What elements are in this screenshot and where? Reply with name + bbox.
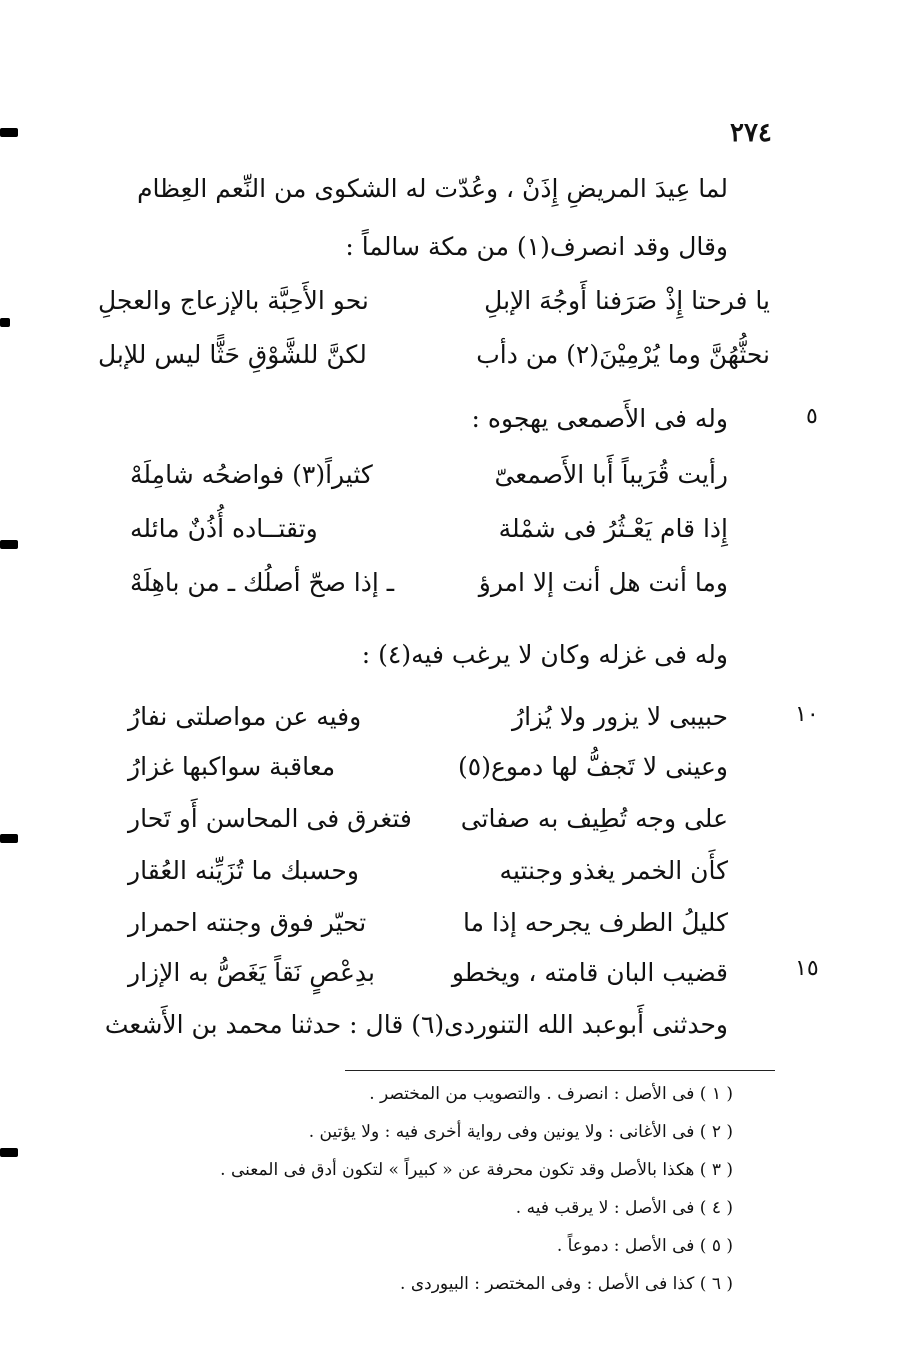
hemistich-left: بدِعْصٍ نَقاً يَغَصُّ به الإزار	[128, 958, 375, 987]
hemistich-left: وحسبك ما تُزَيِّنه العُقار	[128, 856, 359, 885]
prose-line: وحدثنى أَبوعبد الله التنوردى(٦) قال : حدثنا محمد بن الأَشعث	[104, 1010, 728, 1039]
footnote: ( ٣ ) هكذا بالأصل وقد تكون محرفة عن « كبيراً » لتكون أدق فى المعنى .	[220, 1160, 733, 1180]
hemistich-left: فتغرق فى المحاسن أَو تَحار	[128, 804, 412, 833]
hemistich-right: وما أنت هل أنت إلا امرؤ	[478, 568, 728, 597]
hemistich-right: إِذا قام يَعْـثُرُ فى شمْلة	[498, 514, 728, 543]
hemistich-right: قضيب البان قامته ، ويخطو	[451, 958, 728, 987]
hemistich-left: نحو الأَحِبَّة بالإزعاج والعجلِ	[98, 286, 369, 315]
footnote: ( ٦ ) كذا فى الأصل : وفى المختصر : البيوردى .	[400, 1274, 733, 1294]
page-number: ٢٧٤	[730, 118, 772, 148]
hemistich-left: وتقتــاده أُذُنٌ مائله	[130, 514, 318, 543]
verse-line: لما عِيدَ المريضِ إِذَنْ ، وعُدّت له الشكوى من النِّعم العِظام	[137, 174, 728, 203]
footnote: ( ٢ ) فى الأغانى : ولا يونين وفى رواية أخرى فيه : ولا يؤتين .	[308, 1122, 733, 1142]
hemistich-left: ـ إذا صحّ أصلُك ـ من باهِلَهْ	[130, 568, 395, 597]
line-number: ٥	[806, 404, 818, 429]
line-number: ١٥	[795, 956, 819, 981]
line-number: ١٠	[795, 702, 819, 727]
scan-edge-mark	[0, 540, 18, 549]
hemistich-left: كثيراً(٣) فواضحُه شامِلَهْ	[130, 460, 373, 489]
hemistich-right: حبيبى لا يزور ولا يُزارُ	[512, 702, 728, 731]
hemistich-right: يا فرحتا إِذْ صَرَفنا أَوجُهَ الإبلِ	[484, 286, 770, 315]
scan-edge-mark	[0, 1148, 18, 1157]
hemistich-right: نحثُّهُنَّ وما يُرْمِيْنَ(٢) من دأب	[476, 340, 770, 369]
footnote: ( ١ ) فى الأصل : انصرف . والتصويب من المختصر .	[369, 1084, 733, 1104]
scan-edge-mark	[0, 834, 18, 843]
scan-edge-mark	[0, 128, 18, 137]
hemistich-right: كليلُ الطرف يجرحه إذا ما	[462, 908, 728, 937]
prose-line: وقال وقد انصرف(١) من مكة سالماً :	[345, 232, 728, 261]
hemistich-right: على وجه تُطِيف به صفاتى	[460, 804, 728, 833]
footnote-rule	[345, 1070, 775, 1071]
hemistich-left: معاقبة سواكبها غزارُ	[128, 752, 336, 781]
hemistich-left: تحيّر فوق وجنته احمرار	[128, 908, 367, 937]
hemistich-right: كأَن الخمر يغذو وجنتيه	[499, 856, 728, 885]
footnote: ( ٥ ) فى الأصل : دموعاً .	[556, 1236, 733, 1256]
section-heading: وله فى غزله وكان لا يرغب فيه(٤) :	[361, 640, 728, 669]
hemistich-right: وعينى لا تَجفُّ لها دموع(٥)	[457, 752, 728, 781]
section-heading: وله فى الأَصمعى يهجوه :	[471, 404, 728, 433]
hemistich-left: وفيه عن مواصلتى نفارُ	[128, 702, 362, 731]
hemistich-right: رأيت قُرَيباً أَبا الأَصمعىّ	[494, 460, 728, 489]
scan-edge-mark	[0, 318, 10, 327]
hemistich-left: لكنَّ للشَّوْقِ حَثًّا ليس للإبل	[98, 340, 367, 369]
footnote: ( ٤ ) فى الأصل : لا يرقب فيه .	[515, 1198, 733, 1218]
